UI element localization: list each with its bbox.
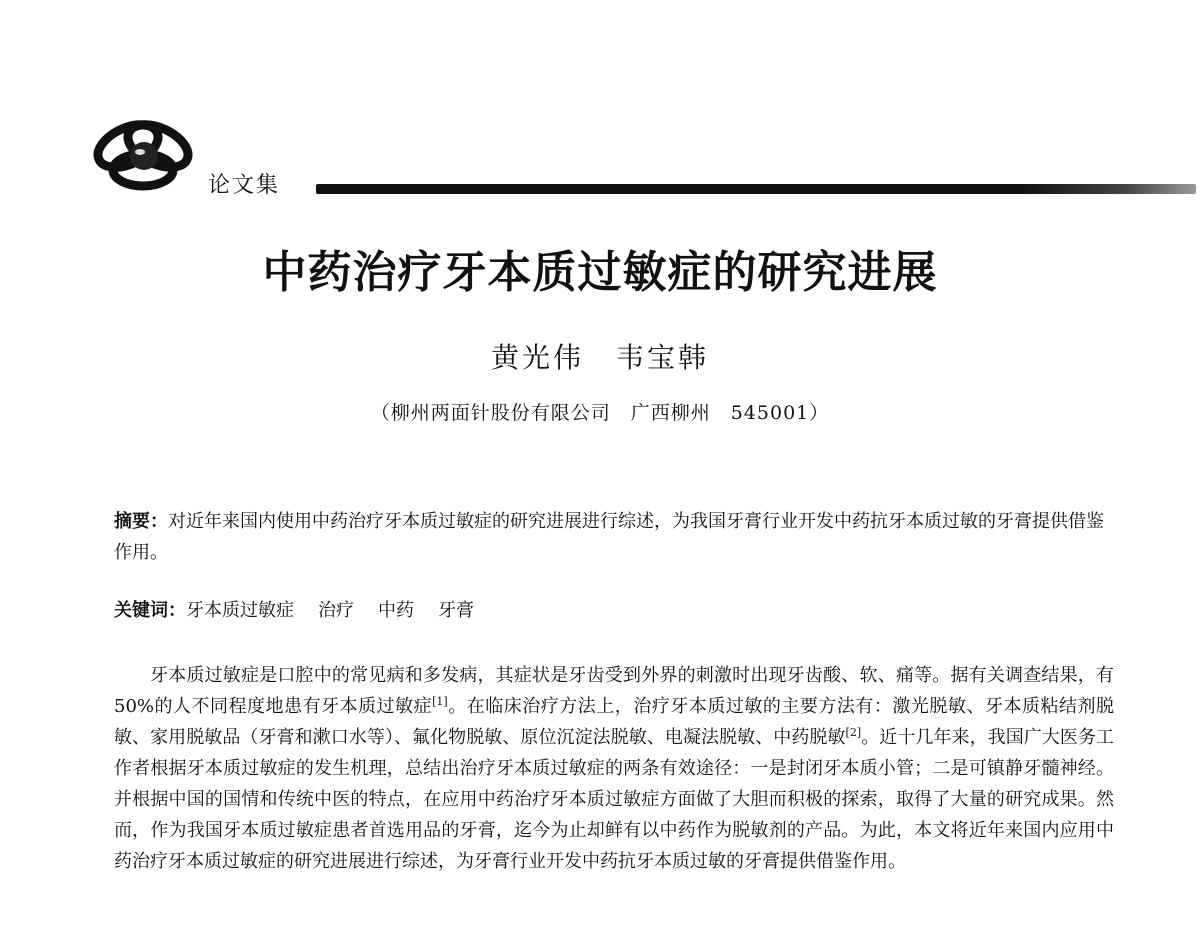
abstract bbox=[114, 506, 1114, 568]
body-paragraph bbox=[114, 660, 1114, 877]
author-name: 韦宝韩 bbox=[616, 341, 710, 374]
citation-ref: [2] bbox=[845, 726, 862, 739]
keyword: 牙膏 bbox=[438, 600, 474, 621]
journal-logo bbox=[88, 112, 200, 196]
body-segment: 。在临床治疗方法上，治疗牙本质过敏的主要方法有：激光脱敏、牙本质粘结剂脱敏、家用脱敏品（牙膏和漱口水等）、氟化物脱敏、原位沉淀法脱敏、电凝法脱敏、中药脱敏 bbox=[114, 696, 1115, 748]
article-title: 中药治疗牙本质过敏症的研究进展 bbox=[262, 247, 938, 298]
citation-ref: [1] bbox=[432, 695, 448, 708]
keywords bbox=[114, 596, 1114, 622]
knot-logo-icon bbox=[88, 112, 200, 196]
body-segment: 。近十几年来，我国广大医务工作者根据牙本质过敏症的发生机理，总结出治疗牙本质过敏症的两条有效途径：一是封闭牙本质小管；二是可镇静牙髓神经。并根据中国的国情和传统中医的特点，在应用中药治疗牙本质过敏症方面做了大胆而积极的探索，取得了大量的研究成果。然而，作为我国牙本质过敏症患者首选用品的牙膏，迄今为止却鲜有以中药作为脱敏剂的产品。为此，本文将近年来国内应用中药治疗牙本质过敏症的研究进展进行综述，为牙膏行业开发中药抗牙本质过敏的牙膏提供借鉴作用。 bbox=[114, 727, 1115, 872]
keyword: 治疗 bbox=[318, 600, 354, 621]
series-label: 论文集 bbox=[208, 173, 281, 198]
keyword: 中药 bbox=[378, 600, 414, 621]
affiliation: （柳州两面针股份有限公司 广西柳州 545001） bbox=[370, 402, 830, 424]
authors bbox=[0, 336, 1200, 376]
keywords-label: 关键词： bbox=[114, 600, 186, 621]
abstract-text: 对近年来国内使用中药治疗牙本质过敏症的研究进展进行综述，为我国牙膏行业开发中药抗牙本质过敏的牙膏提供借鉴作用。 bbox=[114, 511, 1104, 563]
abstract-label: 摘要： bbox=[114, 511, 168, 532]
body-segment: 牙本质过敏症是口腔中的常见病和多发病，其症状是牙齿受到外界的刺激时出现牙齿酸、软、痛等。据有关调查结果，有50%的人不同程度地患有牙本质过敏症 bbox=[114, 665, 1114, 717]
header-rule bbox=[316, 184, 1196, 194]
body-text bbox=[114, 660, 1114, 877]
keyword: 牙本质过敏症 bbox=[186, 600, 294, 621]
author-name: 黄光伟 bbox=[490, 341, 584, 374]
